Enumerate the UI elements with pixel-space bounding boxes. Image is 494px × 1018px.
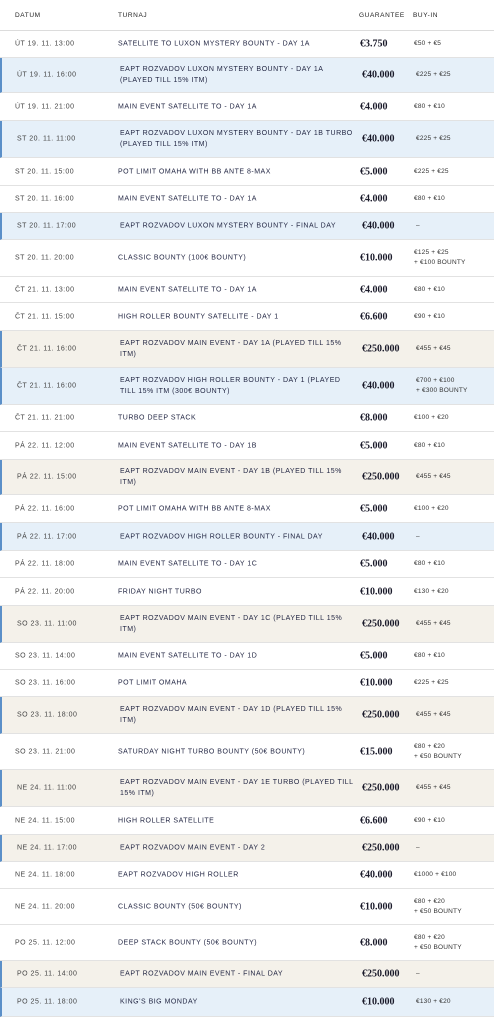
row-guarantee: €250.000	[362, 842, 400, 854]
row-guarantee: €250.000	[362, 709, 400, 721]
row-tournament-name: MAIN EVENT SATELLITE TO - DAY 1A	[118, 286, 257, 293]
row-buyin	[414, 897, 492, 917]
row-buyin	[414, 413, 492, 423]
buyin-amount: –	[416, 970, 420, 977]
row-date: PO 25. 11. 12:00	[15, 939, 76, 946]
header-tournament: TURNAJ	[118, 12, 148, 19]
table-row	[0, 862, 494, 889]
row-date: ST 20. 11. 16:00	[15, 195, 75, 203]
row-buyin	[414, 102, 492, 112]
buyin-amount: €700 + €100	[416, 377, 455, 384]
row-buyin	[416, 134, 494, 144]
row-tournament-name: MAIN EVENT SATELLITE TO - DAY 1B	[118, 442, 257, 449]
row-buyin	[416, 472, 494, 482]
table-row	[0, 186, 494, 213]
row-guarantee: €40.000	[362, 531, 395, 542]
header-date: DATUM	[15, 12, 41, 19]
row-guarantee: €10.000	[360, 677, 393, 689]
buyin-amount: €80 + €10	[414, 195, 445, 202]
buyin-amount: €80 + €10	[414, 560, 445, 567]
row-buyin	[414, 167, 492, 177]
row-date: PÁ 22. 11. 20:00	[15, 588, 75, 595]
table-row	[0, 988, 494, 1017]
row-tournament-name: EAPT ROZVADOV MAIN EVENT - FINAL DAY	[120, 970, 284, 978]
buyin-amount: €130 + €20	[416, 998, 451, 1005]
row-tournament-name: POT LIMIT OMAHA WITH BB ANTE 8-MAX	[118, 168, 271, 175]
row-guarantee: €40.000	[360, 869, 393, 881]
row-date: SO 23. 11. 21:00	[15, 748, 76, 755]
row-guarantee: €40.000	[362, 69, 395, 81]
table-row	[0, 58, 494, 93]
row-buyin	[414, 441, 492, 451]
table-row	[0, 368, 494, 405]
table-row	[0, 460, 494, 495]
table-row	[0, 670, 494, 697]
row-tournament-name: EAPT ROZVADOV HIGH ROLLER	[118, 871, 239, 879]
table-row	[0, 578, 494, 606]
row-guarantee: €40.000	[362, 133, 395, 145]
row-guarantee: €4.000	[360, 284, 388, 295]
table-row	[0, 925, 494, 961]
row-date: ČT 21. 11. 21:00	[15, 414, 75, 422]
row-buyin	[416, 843, 494, 853]
table-row	[0, 495, 494, 523]
buyin-amount: €225 + €25	[416, 135, 451, 142]
row-guarantee: €250.000	[362, 782, 400, 794]
row-tournament-name: EAPT ROZVADOV LUXON MYSTERY BOUNTY - DAY 1A (PLAYED TILL 15% ITM)	[120, 66, 324, 84]
row-date: PÁ 22. 11. 16:00	[15, 505, 75, 512]
row-date: ST 20. 11. 15:00	[15, 168, 75, 175]
buyin-amount: –	[416, 532, 420, 540]
row-tournament-name: POT LIMIT OMAHA WITH BB ANTE 8-MAX	[118, 505, 271, 512]
row-date: ST 20. 11. 11:00	[17, 135, 76, 143]
table-row	[0, 889, 494, 925]
row-guarantee: €40.000	[362, 380, 395, 392]
row-date: SO 23. 11. 16:00	[15, 679, 76, 687]
table-row	[0, 961, 494, 988]
row-guarantee: €8.000	[360, 937, 388, 948]
row-guarantee: €5.000	[360, 166, 388, 177]
row-guarantee: €15.000	[360, 746, 393, 757]
row-tournament-name: FRIDAY NIGHT TURBO	[118, 588, 202, 595]
buyin-amount: €80 + €20	[414, 742, 445, 750]
row-tournament-name: CLASSIC BOUNTY (100€ BOUNTY)	[118, 254, 247, 262]
table-row	[0, 697, 494, 734]
row-guarantee: €5.000	[360, 503, 388, 514]
buyin-amount: €80 + €10	[414, 652, 445, 659]
row-tournament-name: EAPT ROZVADOV MAIN EVENT - DAY 1B (PLAYED TILL 15% ITM)	[120, 468, 342, 486]
row-tournament-name: MAIN EVENT SATELLITE TO - DAY 1A	[118, 103, 257, 110]
row-guarantee: €8.000	[360, 412, 388, 424]
row-date: ÚT 19. 11. 21:00	[15, 103, 75, 110]
buyin-amount: –	[416, 844, 420, 851]
row-date: ČT 21. 11. 13:00	[15, 286, 75, 293]
row-guarantee: €4.000	[360, 101, 388, 112]
row-date: NE 24. 11. 20:00	[15, 903, 76, 910]
row-date: SO 23. 11. 18:00	[17, 711, 78, 719]
row-buyin	[416, 70, 494, 80]
row-buyin	[416, 376, 494, 396]
table-row	[0, 30, 494, 58]
buyin-amount: €80 + €10	[414, 102, 445, 110]
row-guarantee: €10.000	[362, 996, 395, 1008]
table-header	[0, 0, 494, 31]
buyin-bounty: + €50 BOUNTY	[414, 907, 462, 915]
row-guarantee: €250.000	[362, 343, 400, 355]
row-buyin	[416, 710, 494, 720]
row-guarantee: €5.000	[360, 440, 388, 451]
buyin-amount: €225 + €25	[416, 71, 451, 78]
buyin-amount: €50 + €5	[414, 39, 442, 47]
buyin-amount: €455 + €45	[416, 784, 451, 791]
row-tournament-name: MAIN EVENT SATELLITE TO - DAY 1A	[118, 195, 257, 203]
row-tournament-name: EAPT ROZVADOV MAIN EVENT - DAY 2	[120, 844, 266, 852]
row-buyin	[414, 742, 492, 762]
row-tournament-name: HIGH ROLLER BOUNTY SATELLITE - DAY 1	[118, 313, 279, 320]
row-buyin	[416, 221, 494, 231]
header-guarantee: GUARANTEE	[359, 12, 405, 19]
header-buyin: BUY-IN	[413, 12, 439, 19]
table-row	[0, 405, 494, 432]
table-row	[0, 807, 494, 835]
row-date: PÁ 22. 11. 18:00	[15, 560, 75, 568]
row-buyin	[414, 39, 492, 49]
row-tournament-name: SATELLITE TO LUXON MYSTERY BOUNTY - DAY 1A	[118, 40, 310, 47]
row-date: PO 25. 11. 18:00	[17, 998, 78, 1006]
row-date: NE 24. 11. 18:00	[15, 871, 76, 879]
buyin-amount: €455 + €45	[416, 345, 451, 352]
row-tournament-name: EAPT ROZVADOV HIGH ROLLER BOUNTY - DAY 1 (PLAYED TILL 15% ITM (300€ BOUNTY)	[120, 377, 341, 395]
buyin-bounty: + €300 BOUNTY	[416, 387, 468, 394]
row-buyin	[414, 285, 492, 295]
row-guarantee: €10.000	[360, 901, 393, 912]
row-guarantee: €10.000	[360, 586, 393, 597]
table-row	[0, 331, 494, 368]
buyin-amount: €225 + €25	[414, 167, 449, 175]
row-guarantee: €250.000	[362, 968, 400, 980]
row-tournament-name: TURBO DEEP STACK	[118, 414, 197, 422]
buyin-amount: –	[416, 222, 420, 229]
row-tournament-name: EAPT ROZVADOV LUXON MYSTERY BOUNTY - FINAL DAY	[120, 222, 337, 230]
row-date: SO 23. 11. 14:00	[15, 652, 76, 660]
row-buyin	[416, 344, 494, 354]
buyin-amount: €100 + €20	[414, 414, 449, 421]
row-buyin	[414, 933, 492, 953]
table-row	[0, 734, 494, 770]
row-buyin	[416, 783, 494, 793]
row-tournament-name: SATURDAY NIGHT TURBO BOUNTY (50€ BOUNTY)	[118, 748, 306, 755]
row-tournament-name: EAPT ROZVADOV MAIN EVENT - DAY 1A (PLAYED TILL 15% ITM)	[120, 340, 342, 358]
row-guarantee: €10.000	[360, 252, 393, 264]
row-buyin	[414, 870, 492, 880]
buyin-bounty: + €100 BOUNTY	[414, 259, 466, 266]
table-row	[0, 606, 494, 643]
row-buyin	[416, 619, 494, 629]
row-guarantee: €3.750	[360, 38, 388, 49]
row-tournament-name: EAPT ROZVADOV LUXON MYSTERY BOUNTY - DAY 1B TURBO (PLAYED TILL 15% ITM)	[120, 130, 353, 148]
table-row	[0, 551, 494, 578]
row-date: ST 20. 11. 17:00	[17, 222, 77, 230]
row-date: PÁ 22. 11. 15:00	[17, 473, 77, 481]
row-tournament-name: EAPT ROZVADOV MAIN EVENT - DAY 1E TURBO (PLAYED TILL 15% ITM)	[120, 779, 354, 797]
row-tournament-name: MAIN EVENT SATELLITE TO - DAY 1C	[118, 560, 258, 568]
table-row	[0, 240, 494, 277]
row-date: ÚT 19. 11. 16:00	[17, 71, 77, 79]
row-tournament-name: POT LIMIT OMAHA	[118, 679, 188, 687]
row-tournament-name: EAPT ROZVADOV MAIN EVENT - DAY 1C (PLAYED TILL 15% ITM)	[120, 615, 343, 633]
row-buyin	[414, 651, 492, 661]
buyin-bounty: + €50 BOUNTY	[414, 943, 462, 951]
row-date: ČT 21. 11. 16:00	[17, 345, 77, 353]
row-tournament-name: EAPT ROZVADOV MAIN EVENT - DAY 1D (PLAYED TILL 15% ITM)	[120, 706, 343, 724]
row-date: ST 20. 11. 20:00	[15, 254, 75, 262]
row-date: PO 25. 11. 14:00	[17, 970, 78, 978]
row-buyin	[414, 194, 492, 204]
buyin-amount: €455 + €45	[416, 711, 451, 718]
buyin-amount: €455 + €45	[416, 620, 451, 627]
table-row	[0, 277, 494, 303]
row-buyin	[414, 678, 492, 688]
row-date: PÁ 22. 11. 17:00	[17, 533, 77, 540]
row-buyin	[416, 997, 494, 1007]
row-date: NE 24. 11. 17:00	[17, 844, 78, 852]
buyin-amount: €90 + €10	[414, 312, 445, 320]
table-row	[0, 770, 494, 807]
row-tournament-name: EAPT ROZVADOV HIGH ROLLER BOUNTY - FINAL DAY	[120, 533, 323, 540]
row-buyin	[414, 312, 492, 322]
table-row	[0, 158, 494, 186]
table-row	[0, 643, 494, 670]
row-buyin	[414, 559, 492, 569]
table-row	[0, 432, 494, 460]
row-buyin	[416, 532, 494, 542]
buyin-amount: €80 + €20	[414, 897, 445, 905]
buyin-amount: €455 + €45	[416, 473, 451, 480]
buyin-amount: €125 + €25	[414, 249, 449, 256]
row-tournament-name: KING'S BIG MONDAY	[120, 998, 198, 1006]
row-guarantee: €250.000	[362, 471, 400, 483]
row-date: SO 23. 11. 11:00	[17, 620, 77, 628]
buyin-amount: €80 + €10	[414, 285, 445, 293]
row-tournament-name: HIGH ROLLER SATELLITE	[118, 817, 215, 824]
row-guarantee: €40.000	[362, 220, 395, 232]
row-date: PÁ 22. 11. 12:00	[15, 442, 75, 449]
row-date: NE 24. 11. 11:00	[17, 784, 77, 792]
row-date: ÚT 19. 11. 13:00	[15, 40, 75, 47]
row-buyin	[414, 248, 492, 268]
table-row	[0, 523, 494, 551]
row-date: ČT 21. 11. 16:00	[17, 382, 77, 390]
table-row	[0, 121, 494, 158]
row-date: NE 24. 11. 15:00	[15, 817, 76, 824]
row-guarantee: €6.600	[360, 815, 388, 826]
buyin-amount: €80 + €20	[414, 933, 445, 941]
buyin-amount: €100 + €20	[414, 504, 449, 512]
table-row	[0, 835, 494, 862]
row-tournament-name: DEEP STACK BOUNTY (50€ BOUNTY)	[118, 939, 258, 946]
buyin-bounty: + €50 BOUNTY	[414, 752, 462, 760]
row-buyin	[414, 504, 492, 514]
table-row	[0, 213, 494, 240]
row-guarantee: €5.000	[360, 650, 388, 662]
row-guarantee: €6.600	[360, 311, 388, 322]
row-buyin	[414, 587, 492, 597]
buyin-amount: €130 + €20	[414, 587, 449, 595]
table-row	[0, 303, 494, 331]
row-guarantee: €4.000	[360, 193, 388, 205]
table-row	[0, 93, 494, 121]
buyin-amount: €1000 + €100	[414, 871, 457, 878]
buyin-amount: €80 + €10	[414, 441, 445, 449]
buyin-amount: €90 + €10	[414, 816, 445, 824]
row-tournament-name: CLASSIC BOUNTY (50€ BOUNTY)	[118, 903, 242, 910]
row-guarantee: €5.000	[360, 558, 388, 570]
row-buyin	[416, 969, 494, 979]
row-date: ČT 21. 11. 15:00	[15, 313, 75, 320]
row-buyin	[414, 816, 492, 826]
buyin-amount: €225 + €25	[414, 679, 449, 686]
row-tournament-name: MAIN EVENT SATELLITE TO - DAY 1D	[118, 652, 258, 660]
row-guarantee: €250.000	[362, 618, 400, 630]
